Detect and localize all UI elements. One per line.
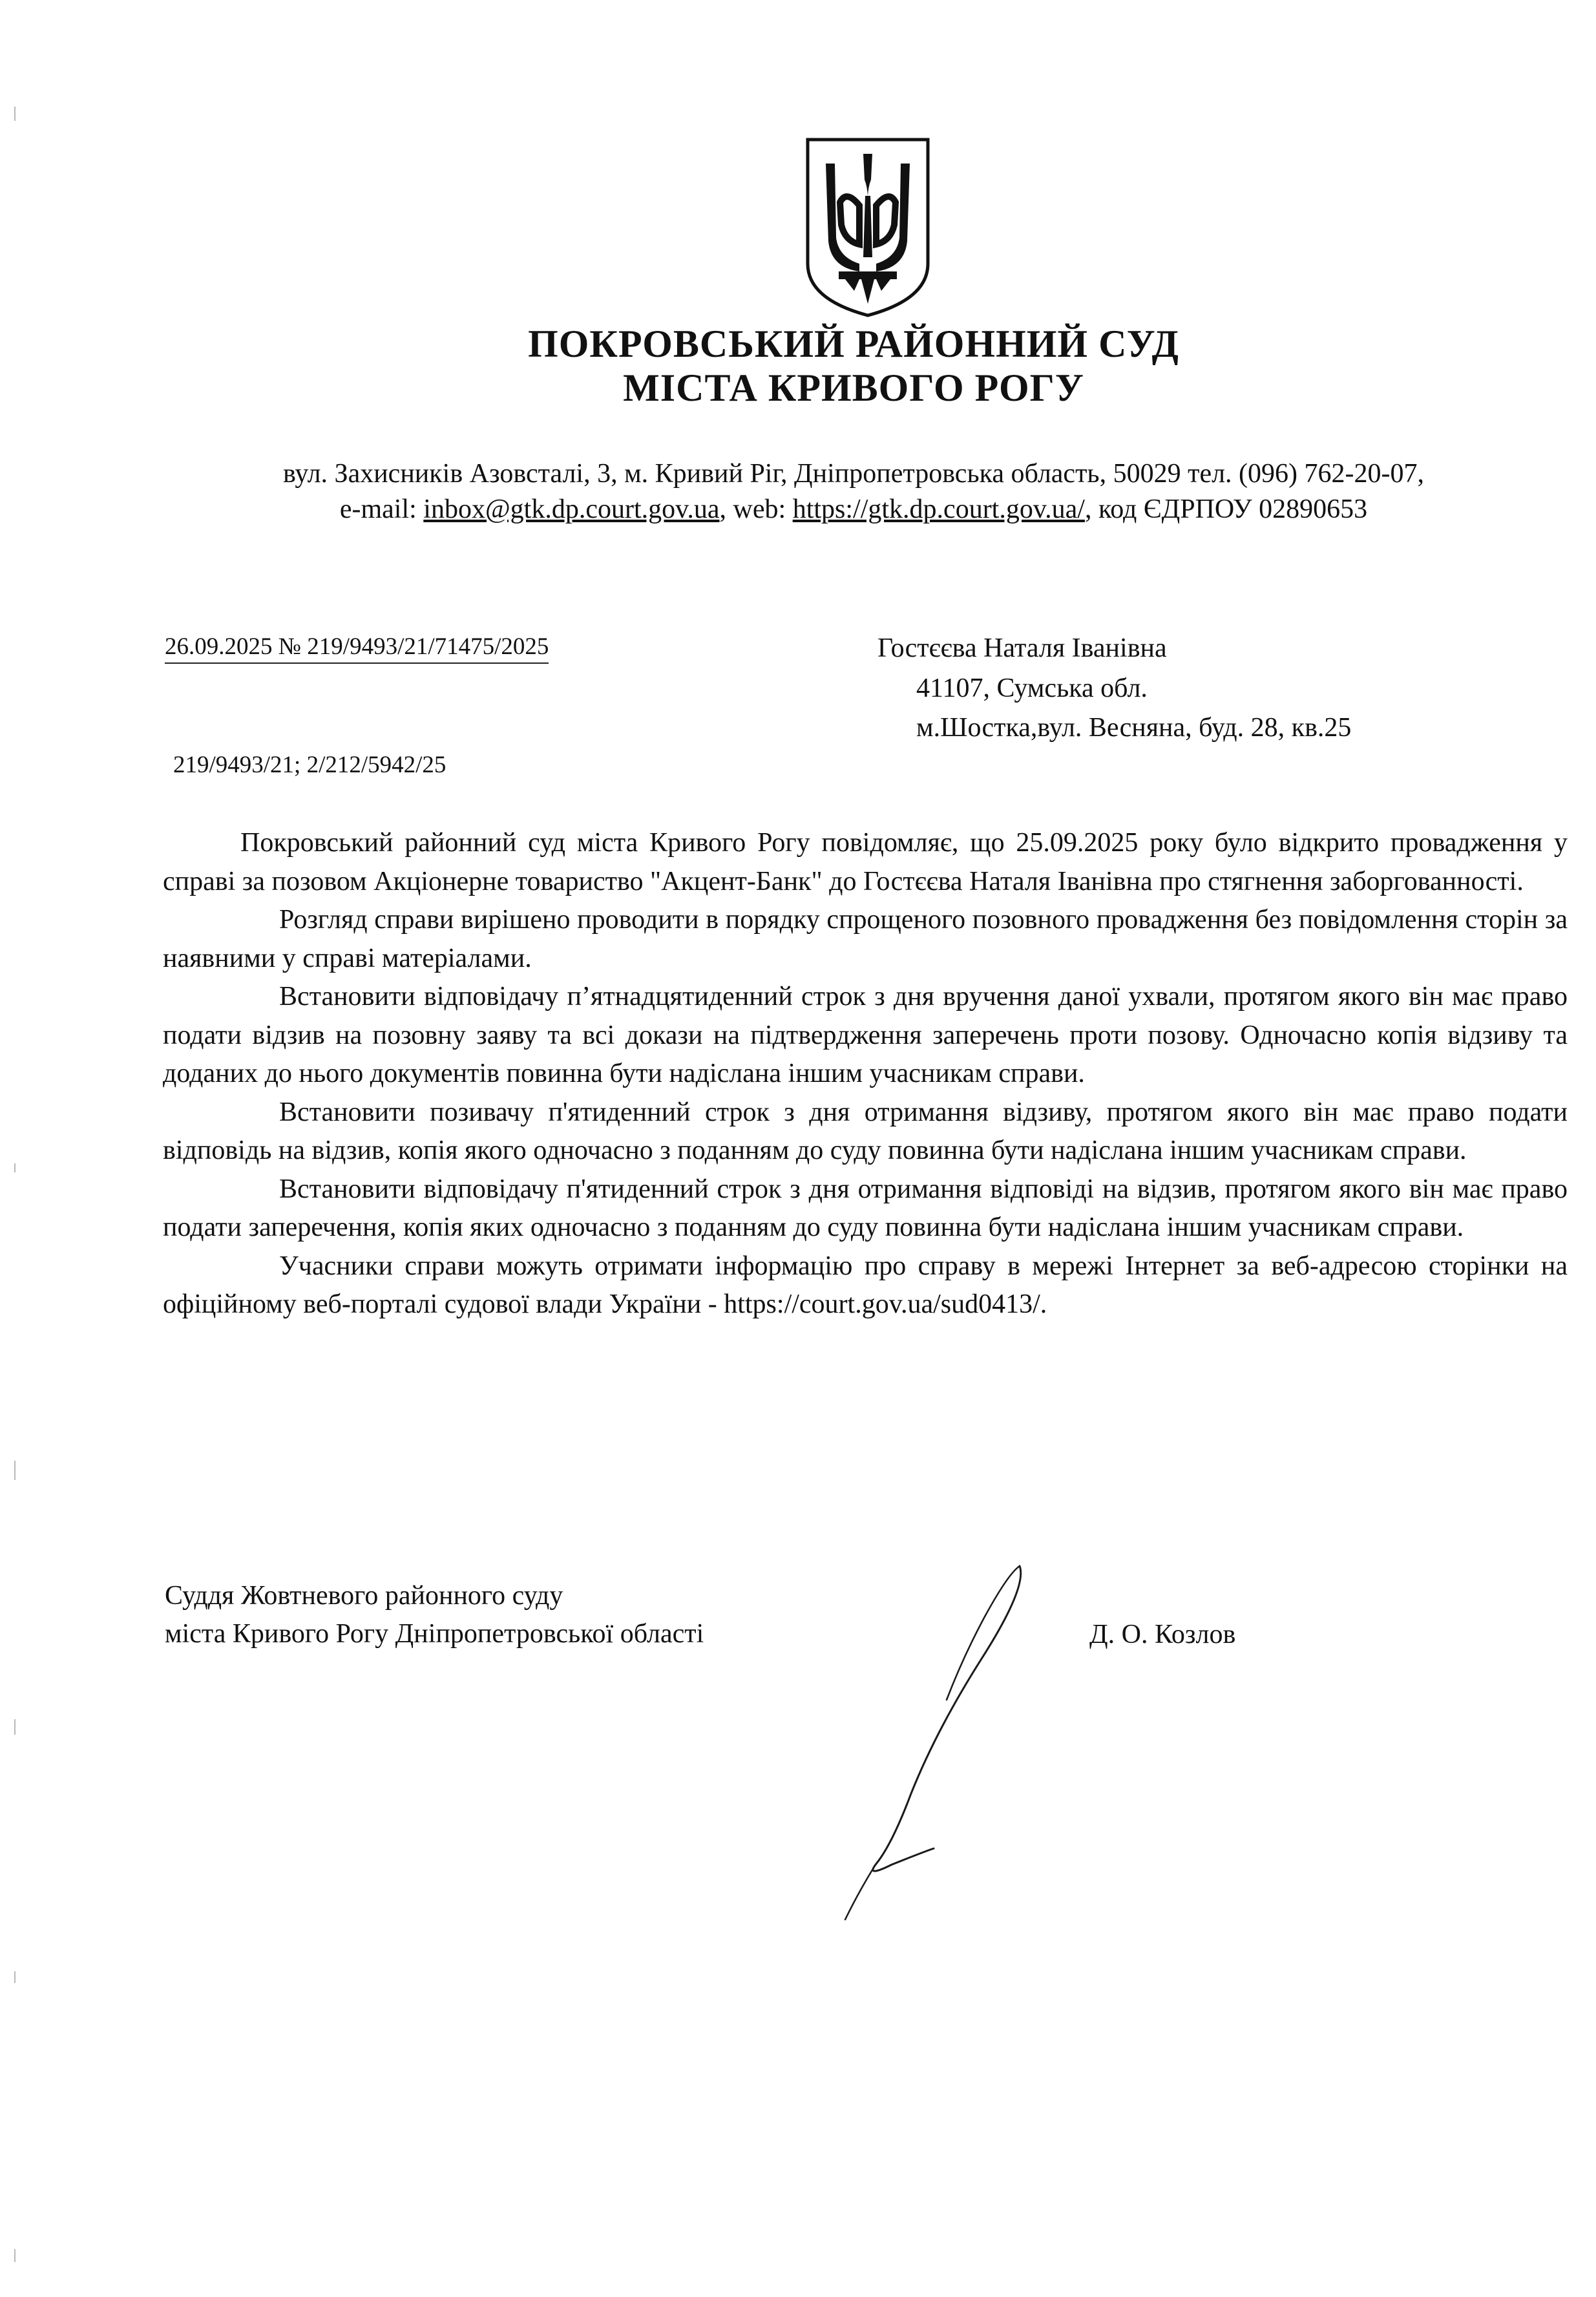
web-link[interactable]: https://gtk.dp.court.gov.ua/ [792,494,1085,524]
handwritten-signature [814,1561,1086,1923]
signatory-position [165,1577,704,1653]
court-address: вул. Захисників Азовсталі, 3, м. Кривий Ріг, Дніпропетровська область, 50029 тел. (096) 762-20-07, [283,459,1424,489]
edrpou-code: , код ЄДРПОУ 02890653 [1084,494,1368,524]
scan-artifact [14,1163,16,1172]
email-label: e-mail: [339,494,424,524]
signatory-position-line1: Суддя Жовтневого районного суду [165,1581,563,1611]
court-contacts [56,491,1596,527]
body-paragraph: Встановити відповідачу п’ятнадцятиденний строк з дня вручення даної ухвали, протягом якого він має право подати відзив на позовну заяву та всі докази на підтвердження заперечень проти позову. Одночасно копія відзиву та доданих до нього документів повинна бути надіслана іншим учасникам справи. [163,982,1568,1088]
signatory-position-line2: міста Кривого Рогу Дніпропетровської області [165,1619,704,1649]
letter-body [163,824,1568,1324]
body-paragraph: Розгляд справи вирішено проводити в порядку спрощеного позовного провадження без повідомлення сторін за наявними у справі матеріалами. [163,905,1568,973]
scan-artifact [14,1971,16,1983]
body-paragraph: Покровський районний суд міста Кривого Рогу повідомляє, що 25.09.2025 року було відкрито провадження у справі за позовом Акціонерне товариство "Акцент-Банк" до Гостєєва Наталя Іванівна про стягнення заборгованності. [163,828,1568,896]
court-name-line2: МІСТА КРИВОГО РОГУ [623,366,1084,409]
recipient-street: м.Шостка,вул. Весняна, буд. 28, кв.25 [916,713,1352,743]
scan-artifact [14,107,16,121]
body-paragraph: Учасники справи можуть отримати інформацію про справу в мережі Інтернет за веб-адресою сторінки на офіційному веб-порталі судової влади України - https://court.gov.ua/sud0413/. [163,1251,1568,1319]
scan-artifact [14,2249,16,2262]
body-paragraph: Встановити позивачу п'ятиденний строк з дня отримання відзиву, протягом якого він має право подати відповідь на відзив, копія якого одночасно з поданням до суду повинна бути надіслана іншим учасникам справи. [163,1097,1568,1165]
email-link[interactable]: inbox@gtk.dp.court.gov.ua [423,494,720,524]
case-numbers: 219/9493/21; 2/212/5942/25 [173,752,446,778]
judge-name: Д. О. Козлов [1089,1620,1236,1649]
coat-of-arms-icon [800,134,936,319]
scan-artifact [14,1719,16,1735]
web-label: , web: [719,494,793,524]
scan-artifact [14,1461,16,1480]
recipient-postal: 41107, Сумська обл. [916,673,1148,703]
court-name-line1: ПОКРОВСЬКИЙ РАЙОННИЙ СУД [528,323,1179,365]
outgoing-reference: 26.09.2025 № 219/9493/21/71475/2025 [165,631,549,664]
recipient-name: Гостєєва Наталя Іванівна [877,633,1167,663]
body-paragraph: Встановити відповідачу п'ятиденний строк з дня отримання відповіді на відзив, протягом якого він має право подати заперечення, копія яких одночасно з поданням до суду повинна бути надіслана іншим учасникам справи. [163,1174,1568,1242]
